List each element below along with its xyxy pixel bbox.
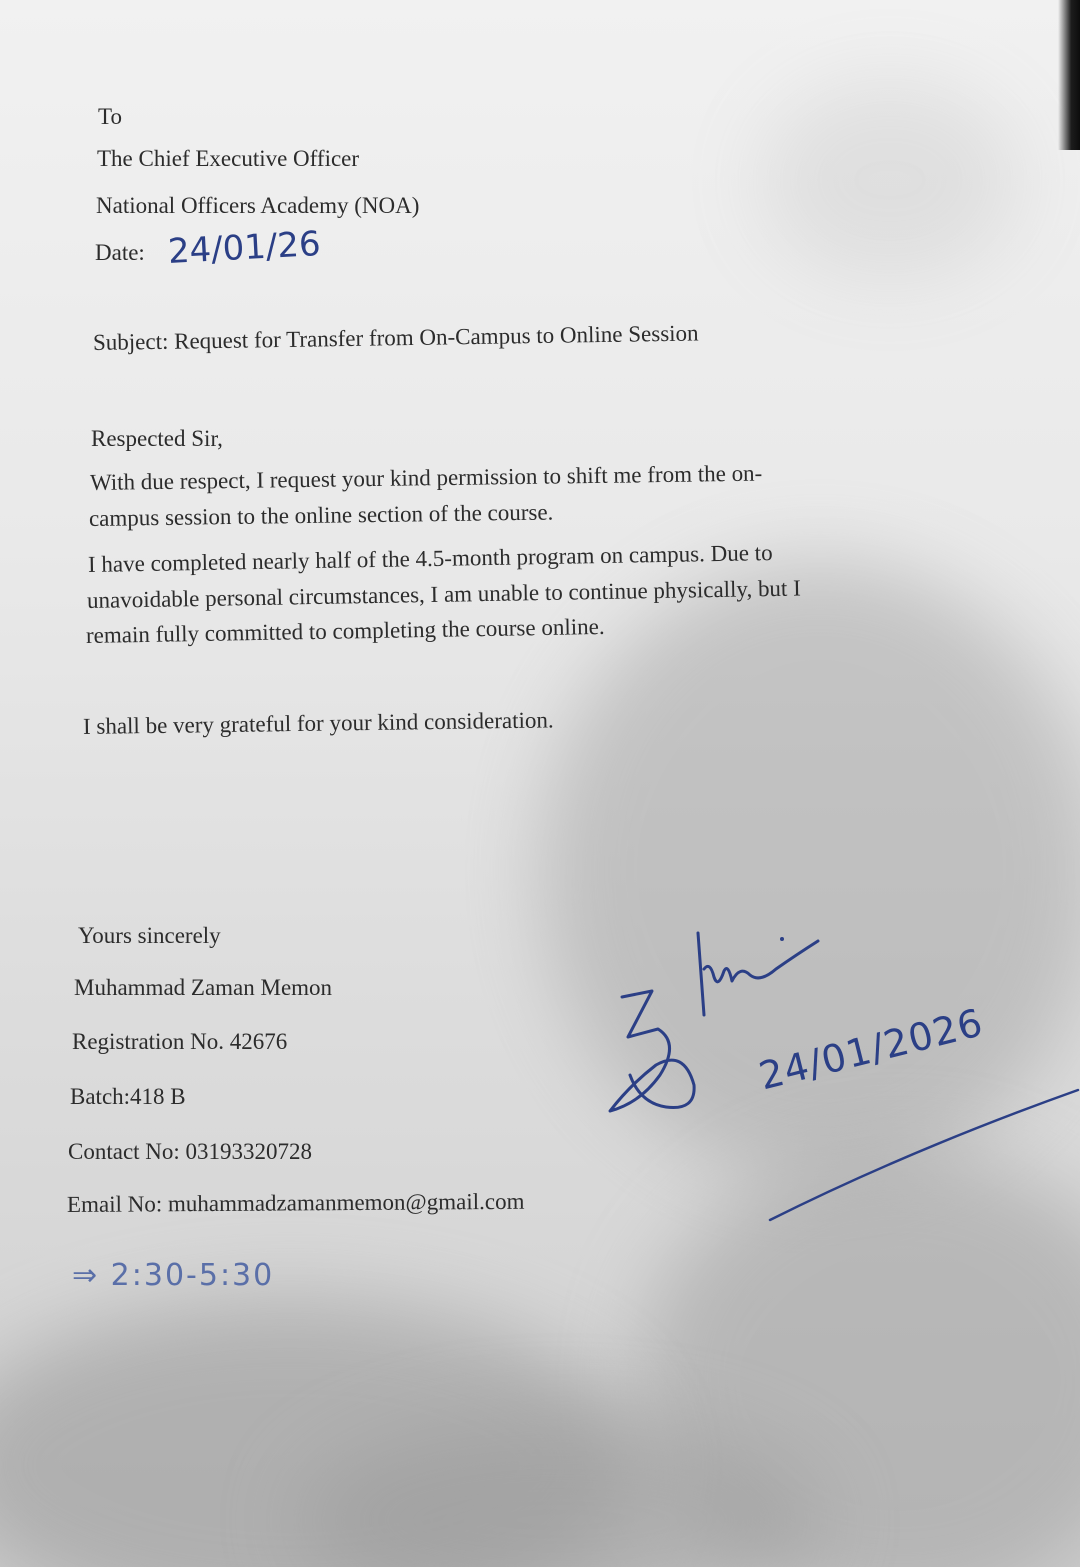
paragraph2-line1: I have completed nearly half of the 4.5-month program on campus. Due to xyxy=(87,540,773,577)
paragraph1-line2: campus session to the online section of the course. xyxy=(88,499,554,531)
batch: Batch:418 B xyxy=(70,1084,186,1109)
to-label: To xyxy=(98,104,122,129)
recipient-organization: National Officers Academy (NOA) xyxy=(96,193,420,218)
closing-sentence: I shall be very grateful for your kind consideration. xyxy=(82,707,554,739)
salutation: Respected Sir, xyxy=(91,426,223,451)
handwritten-signature-date: 24/01/2026 xyxy=(754,1000,988,1099)
email: Email No: muhammadzamanmemon@gmail.com xyxy=(66,1188,525,1217)
paragraph2-line3: remain fully committed to completing the course online. xyxy=(85,613,605,648)
sign-off: Yours sincerely xyxy=(78,923,221,948)
date-label: Date: xyxy=(95,240,145,265)
shadow-overlay xyxy=(0,1300,640,1567)
recipient-title: The Chief Executive Officer xyxy=(97,146,360,171)
subject-line: Subject: Request for Transfer from On-Campus to Online Session xyxy=(92,320,699,355)
pen-stroke-icon xyxy=(760,1080,1080,1230)
shadow-overlay xyxy=(760,80,1020,280)
paragraph2-line2: unavoidable personal circumstances, I am unable to continue physically, but I xyxy=(86,575,801,613)
registration-number: Registration No. 42676 xyxy=(72,1029,288,1054)
shadow-overlay xyxy=(300,1420,820,1567)
sender-name: Muhammad Zaman Memon xyxy=(74,975,333,1000)
contact-number: Contact No: 03193320728 xyxy=(68,1139,313,1164)
handwritten-time: ⇒ 2:30-5:30 xyxy=(72,1258,275,1293)
paragraph1-line1: With due respect, I request your kind permission to shift me from the on- xyxy=(89,460,763,495)
handwritten-date: 24/01/26 xyxy=(166,224,322,272)
page-edge-shadow xyxy=(1058,0,1080,150)
